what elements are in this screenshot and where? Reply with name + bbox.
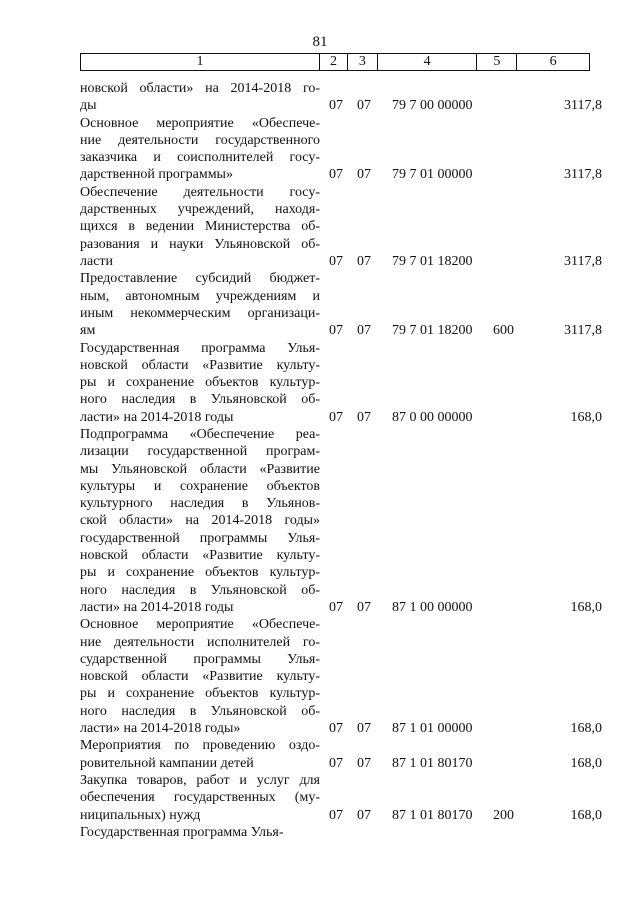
row-col-6: 168,0 — [570, 409, 602, 425]
description-line: ры и сохранение объектов культур- — [80, 565, 320, 581]
row-col-4: 79 7 01 00000 — [392, 167, 473, 183]
row-col-2: 07 — [329, 600, 343, 615]
header-col-2: 2 — [320, 54, 348, 70]
description-line: ласти» на 2014-2018 годы — [80, 409, 234, 425]
description-line: ного наследия в Ульяновской об- — [80, 703, 320, 719]
row-col-3: 07 — [357, 600, 371, 615]
description-line: иным некоммерческим организаци- — [80, 305, 320, 321]
description-line: обеспечения государственных (му- — [80, 790, 320, 806]
row-col-3: 07 — [357, 323, 371, 339]
description-line: ным, автономным учреждениям и — [80, 288, 320, 304]
header-col-5: 5 — [477, 54, 517, 70]
row-col-6: 168,0 — [570, 721, 602, 737]
description-line: Основное мероприятие «Обеспече- — [80, 115, 320, 131]
description-line: ного наследия в Ульяновской об- — [80, 582, 320, 598]
description-line: ласти» на 2014-2018 годы — [80, 599, 234, 615]
row-col-6: 3117,8 — [564, 253, 602, 269]
header-col-4: 4 — [378, 54, 478, 70]
description-line: ние деятельности государственного — [80, 132, 320, 148]
description-line: ям — [80, 323, 96, 339]
row-col-3: 07 — [357, 98, 371, 114]
description-line: разования и науки Ульяновской об- — [80, 236, 320, 252]
description-line: Предоставление субсидий бюджет- — [80, 271, 320, 287]
description-line: заказчика и соисполнителей госу- — [80, 150, 320, 166]
row-col-6: 3117,8 — [564, 323, 602, 339]
row-description — [80, 80, 320, 115]
row-description — [80, 737, 320, 772]
description-line: дарственной программы» — [80, 167, 233, 183]
description-line: Государственная программа Улья- — [80, 824, 284, 840]
description-line: новской области «Развитие культу- — [80, 357, 320, 373]
row-col-6: 168,0 — [570, 755, 602, 771]
row-col-4: 79 7 01 18200 — [392, 323, 473, 339]
row-col-6: 3117,8 — [564, 98, 602, 114]
row-col-3: 07 — [357, 721, 371, 737]
page-number: 81 — [312, 34, 328, 50]
row-col-4: 79 7 01 18200 — [392, 253, 473, 269]
table-header — [80, 53, 590, 71]
row-col-4: 87 1 01 00000 — [392, 721, 473, 737]
header-col-3: 3 — [348, 54, 378, 70]
description-line: ры и сохранение объектов культур- — [80, 375, 320, 391]
row-col-4: 87 1 00 00000 — [392, 600, 473, 615]
row-description — [80, 115, 320, 184]
description-line: ласти» на 2014-2018 годы» — [80, 721, 241, 737]
row-col-3: 07 — [357, 755, 371, 771]
row-col-2: 07 — [329, 167, 343, 183]
description-line: дарственных учреждений, находя- — [80, 202, 320, 218]
description-line: ды — [80, 98, 97, 114]
row-col-5: 200 — [493, 807, 514, 823]
row-col-4: 87 0 00 00000 — [392, 409, 473, 425]
description-line: ласти — [80, 253, 114, 269]
row-col-4: 79 7 00 00000 — [392, 98, 473, 114]
row-col-6: 3117,8 — [564, 167, 602, 183]
row-col-2: 07 — [329, 807, 343, 823]
description-line: культурного наследия в Ульянов- — [80, 496, 320, 512]
row-col-4: 87 1 01 80170 — [392, 807, 473, 823]
description-line: государственной программы Улья- — [80, 530, 320, 546]
row-col-3: 07 — [357, 167, 371, 183]
description-line: ного наследия в Ульяновской об- — [80, 392, 320, 408]
header-col-6: 6 — [549, 54, 557, 69]
row-col-6: 168,0 — [570, 600, 602, 615]
row-description — [80, 772, 320, 824]
description-line: мы Ульяновской области «Развитие — [80, 461, 320, 477]
description-line: Мероприятия по проведению оздо- — [80, 738, 320, 754]
row-col-2: 07 — [329, 409, 343, 425]
description-line: лизации государственной програм- — [80, 444, 320, 460]
description-line: Обеспечение деятельности госу- — [80, 184, 320, 200]
row-col-3: 07 — [357, 807, 371, 823]
row-col-3: 07 — [357, 409, 371, 425]
description-line: новской области» на 2014-2018 го- — [80, 81, 320, 96]
description-line: Подпрограмма «Обеспечение реа- — [80, 427, 320, 442]
row-description — [80, 340, 320, 426]
row-col-4: 87 1 01 80170 — [392, 755, 473, 771]
row-col-2: 07 — [329, 253, 343, 269]
row-col-2: 07 — [329, 98, 343, 114]
description-line: Основное мероприятие «Обеспече- — [80, 617, 320, 633]
row-description — [80, 426, 320, 616]
description-line: сударственной программы Улья- — [80, 651, 320, 667]
row-col-2: 07 — [329, 323, 343, 339]
description-line: ние деятельности исполнителей го- — [80, 634, 320, 650]
description-line: ровительной кампании детей — [80, 755, 254, 771]
row-description — [80, 616, 320, 737]
description-line: Закупка товаров, работ и услуг для — [80, 773, 320, 788]
row-description — [80, 184, 320, 270]
description-line: ской области» на 2014-2018 годы» — [80, 513, 320, 529]
description-line: культуры и сохранение объектов — [80, 478, 320, 494]
description-line: новской области «Развитие культу- — [80, 669, 320, 685]
row-col-2: 07 — [329, 755, 343, 771]
row-description — [80, 824, 320, 841]
description-line: щихся в ведении Министерства об- — [80, 219, 320, 235]
description-line: ниципальных) нужд — [80, 807, 201, 823]
description-line: Государственная программа Улья- — [80, 340, 320, 356]
header-col-1: 1 — [81, 54, 320, 70]
row-description — [80, 270, 320, 339]
row-col-3: 07 — [357, 253, 371, 269]
row-col-2: 07 — [329, 721, 343, 737]
description-line: ры и сохранение объектов культур- — [80, 686, 320, 702]
row-col-5: 600 — [493, 323, 514, 339]
row-col-6: 168,0 — [570, 807, 602, 823]
description-line: новской области «Развитие культу- — [80, 548, 320, 564]
